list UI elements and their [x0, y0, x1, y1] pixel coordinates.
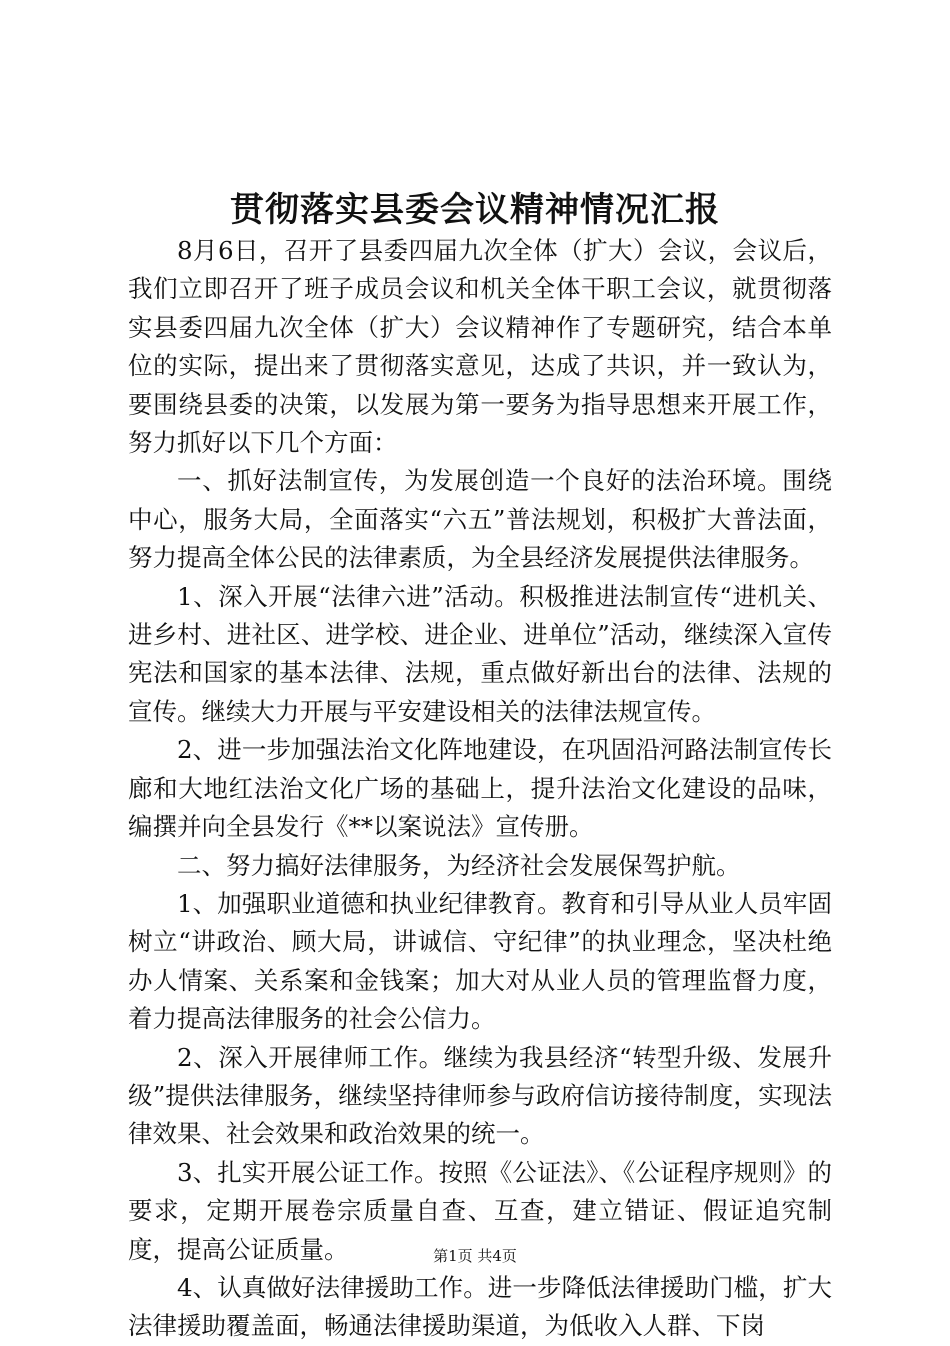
paragraph-section-2-item-3: 3、扎实开展公证工作。按照《公证法》、《公证程序规则》的要求，定期开展卷宗质量自查、互查，建立错证、假证追究制度，提高公证质量。 — [128, 1157, 832, 1264]
paragraph-section-2-item-1: 1、加强职业道德和执业纪律教育。教育和引导从业人员牢固树立“讲政治、顾大局，讲诚信、守纪律”的执业理念，坚决杜绝办人情案、关系案和金钱案；加大对从业人员的管理监督力度，着力提高法律服务的社会公信力。 — [128, 888, 832, 1034]
paragraph-section-1-heading: 一、抓好法制宣传，为发展创造一个良好的法治环境。围绕中心，服务大局，全面落实“六五”普法规划，积极扩大普法面，努力提高全体公民的法律素质，为全县经济发展提供法律服务。 — [128, 466, 832, 573]
paragraph-intro: 8月6日，召开了县委四届九次全体（扩大）会议，会议后，我们立即召开了班子成员会议和机关全体干职工会议，就贯彻落实县委四届九次全体（扩大）会议精神作了专题研究，结合本单位的实际，提出来了贯彻落实意见，达成了共识，并一致认为，要围绕县委的决策，以发展为第一要务为指导思想来开展工作，努力抓好以下几个方面： — [128, 236, 832, 458]
paragraph-section-2-item-4: 4、认真做好法律援助工作。进一步降低法律援助门槛，扩大法律援助覆盖面，畅通法律援助渠道，为低收入人群、下岗 — [128, 1272, 832, 1341]
paragraph-section-2-heading: 二、努力搞好法律服务，为经济社会发展保驾护航。 — [177, 850, 741, 880]
document-body — [128, 232, 832, 1346]
paragraph-section-2-item-2: 2、深入开展律师工作。继续为我县经济“转型升级、发展升级”提供法律服务，继续坚持律师参与政府信访接待制度，实现法律效果、社会效果和政治效果的统一。 — [128, 1042, 832, 1149]
page-number-footer: 第1页 共4页 — [433, 1247, 517, 1265]
paragraph-section-1-item-2: 2、进一步加强法治文化阵地建设，在巩固沿河路法制宣传长廊和大地红法治文化广场的基础上，提升法治文化建设的品味，编撰并向全县发行《**以案说法》宣传册。 — [128, 735, 832, 842]
document-title: 贯彻落实县委会议精神情况汇报 — [230, 190, 720, 230]
paragraph-section-1-item-1: 1、深入开展“法律六进”活动。积极推进法制宣传“进机关、进乡村、进社区、进学校、进企业、进单位”活动，继续深入宣传宪法和国家的基本法律、法规，重点做好新出台的法律、法规的宣传。继续大力开展与平安建设相关的法律法规宣传。 — [128, 581, 832, 726]
